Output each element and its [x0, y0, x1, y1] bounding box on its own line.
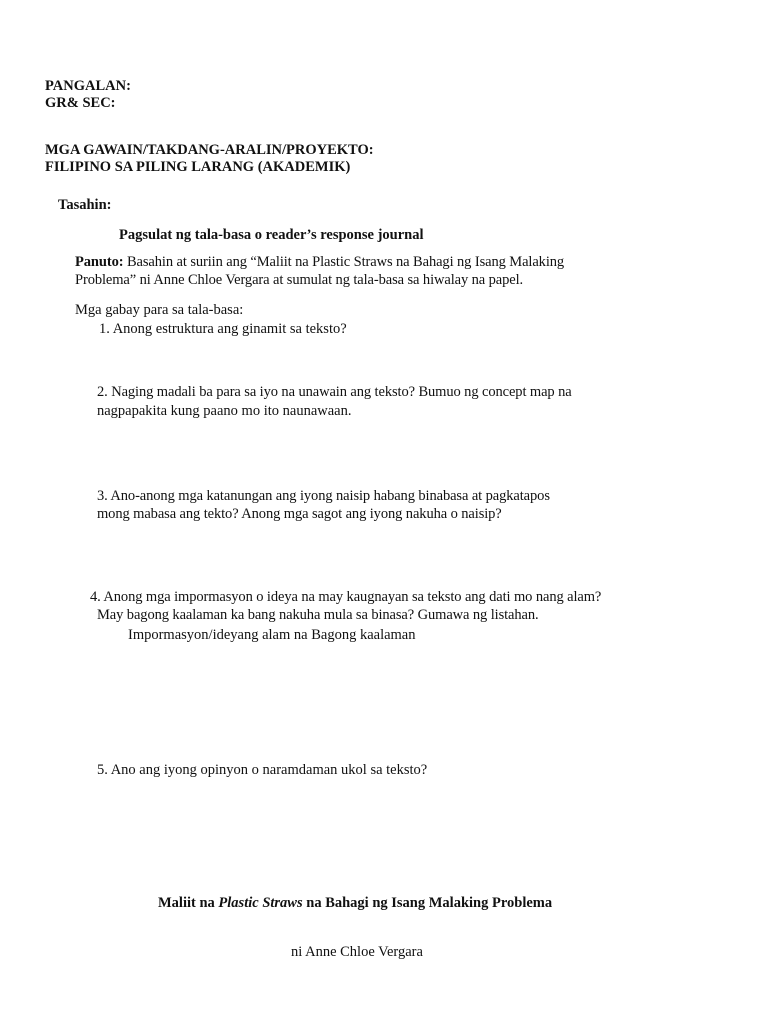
- question-3-line-1: 3. Ano-anong mga katanungan ang iyong naisip habang binabasa at pagkatapos: [97, 488, 550, 504]
- question-4-columns: Impormasyon/ideyang alam na Bagong kaalaman: [128, 627, 416, 643]
- instructions-line-2: Problema” ni Anne Chloe Vergara at sumulat ng tala-basa sa hiwalay na papel.: [75, 272, 524, 288]
- question-5: 5. Ano ang iyong opinyon o naramdaman ukol sa teksto?: [97, 762, 428, 778]
- article-title-pre: Maliit na: [158, 895, 219, 911]
- question-3-line-2: mong mabasa ang tekto? Anong mga sagot ang iyong nakuha o naisip?: [97, 506, 502, 522]
- article-title: [158, 894, 552, 912]
- question-1: 1. Anong estruktura ang ginamit sa teksto?: [99, 321, 347, 337]
- question-2-line-2: nagpapakita kung paano mo ito naunawaan.: [97, 403, 352, 419]
- question-4-line-2: May bagong kaalaman ka bang nakuha mula sa binasa? Gumawa ng listahan.: [97, 607, 539, 623]
- instructions-line-1: [75, 253, 564, 271]
- article-title-italic: Plastic Straws: [218, 895, 303, 911]
- instructions-label: Panuto:: [75, 254, 124, 270]
- article-byline: ni Anne Chloe Vergara: [291, 944, 423, 960]
- name-label: PANGALAN:: [45, 78, 131, 94]
- grade-section-label: GR& SEC:: [45, 95, 116, 111]
- assignment-heading: MGA GAWAIN/TAKDANG-ARALIN/PROYEKTO:: [45, 142, 374, 158]
- guide-heading: Mga gabay para sa tala-basa:: [75, 302, 244, 318]
- tasahin-label: Tasahin:: [58, 197, 112, 213]
- instructions-text-1: Basahin at suriin ang “Maliit na Plastic Straws na Bahagi ng Isang Malaking: [126, 254, 565, 270]
- question-4-line-1: 4. Anong mga impormasyon o ideya na may kaugnayan sa teksto ang dati mo nang alam?: [90, 589, 602, 605]
- subject-heading: FILIPINO SA PILING LARANG (AKADEMIK): [45, 159, 351, 175]
- task-title: Pagsulat ng tala-basa o reader’s response journal: [119, 227, 424, 243]
- question-2-line-1: 2. Naging madali ba para sa iyo na unawain ang teksto? Bumuo ng concept map na: [97, 384, 572, 400]
- article-title-post: na Bahagi ng Isang Malaking Problema: [302, 895, 553, 911]
